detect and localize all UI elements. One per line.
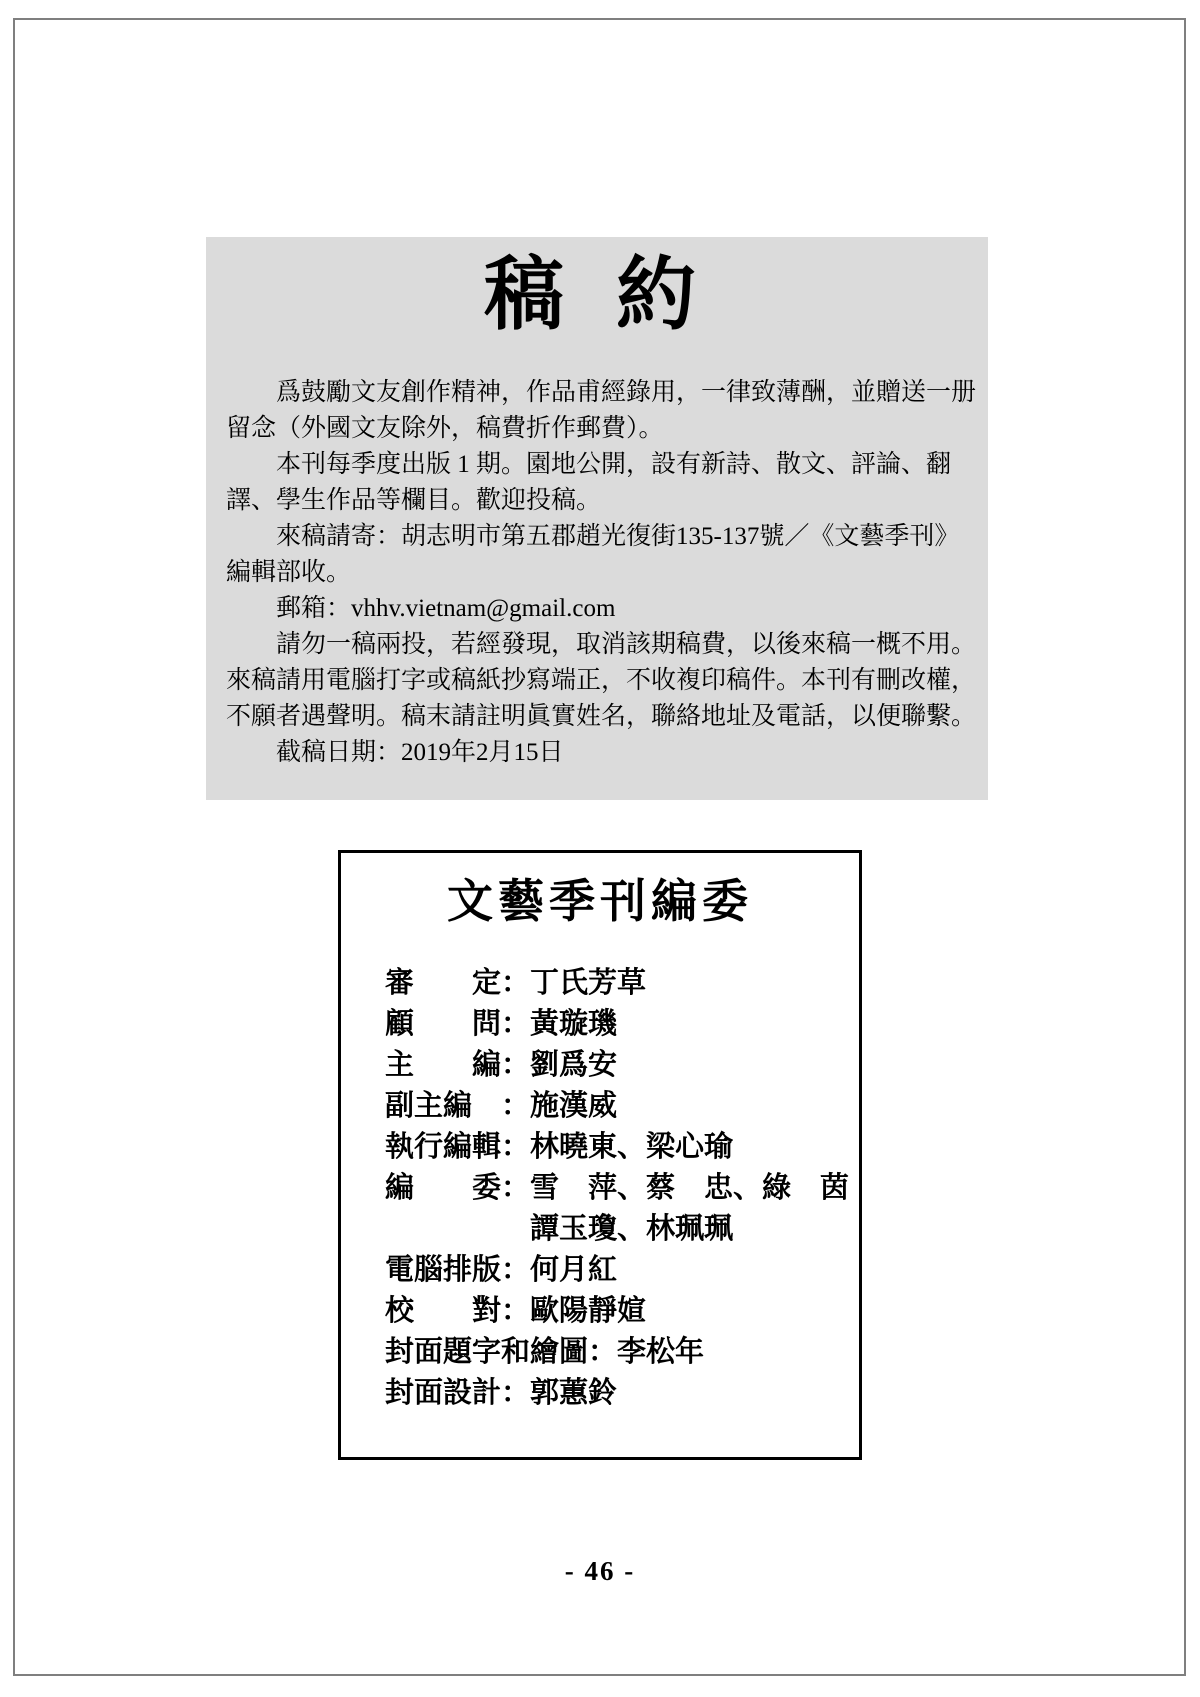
committee-row: 封面題字和繪圖：李松年 (385, 1336, 705, 1368)
notice-text-line: 來稿請用電腦打字或稿紙抄寫端正，不收複印稿件。本刊有刪改權， (226, 667, 977, 694)
committee-rows (385, 963, 851, 1414)
committee-row: 顧 問：黃璇璣 (385, 1008, 618, 1040)
notice-text-line: 郵箱：vhhv.vietnam@gmail.com (226, 595, 616, 622)
committee-row: 執行編輯：林曉東、梁心瑜 (385, 1131, 734, 1163)
committee-row: 編 委：雪 萍、蔡 忠、綠 茵 (385, 1172, 850, 1204)
submission-notice-box (206, 237, 988, 800)
notice-text-line: 留念（外國文友除外，稿費折作郵費）。 (226, 415, 664, 442)
committee-row: 封面設計：郭蕙鈴 (385, 1377, 618, 1409)
page-number: - 46 - (564, 1556, 636, 1586)
notice-text-line: 譯、學生作品等欄目。歡迎投稿。 (226, 487, 602, 514)
notice-text-line: 來稿請寄：胡志明市第五郡趙光復街135-137號／《文藝季刊》 (226, 523, 960, 550)
committee-title: 文藝季刊編委 (447, 875, 753, 927)
notice-title: 稿 約 (484, 252, 712, 340)
committee-row: 審 定：丁氏芳草 (385, 967, 647, 999)
notice-text-line: 截稿日期：2019年2月15日 (226, 739, 564, 766)
notice-text-line: 請勿一稿兩投，若經發現，取消該期稿費，以後來稿一概不用。 (226, 631, 977, 658)
notice-text-line: 編輯部收。 (226, 559, 352, 586)
notice-text-line: 爲鼓勵文友創作精神，作品甫經錄用，一律致薄酬，並贈送一册 (226, 379, 977, 406)
committee-row: 電腦排版：何月紅 (385, 1254, 618, 1286)
editorial-committee-box (338, 850, 862, 1460)
committee-row: 副主編 ：施漢威 (385, 1090, 618, 1122)
notice-body (226, 375, 977, 771)
notice-text-line: 不願者遇聲明。稿末請註明眞實姓名，聯絡地址及電話，以便聯繫。 (226, 703, 977, 730)
committee-row: 譚玉瓊、林珮珮 (385, 1213, 734, 1245)
committee-row: 校 對：歐陽靜媗 (385, 1295, 647, 1327)
committee-row: 主 編：劉爲安 (385, 1049, 618, 1081)
notice-text-line: 本刊每季度出版 1 期。園地公開，設有新詩、散文、評論、翻 (226, 451, 952, 478)
